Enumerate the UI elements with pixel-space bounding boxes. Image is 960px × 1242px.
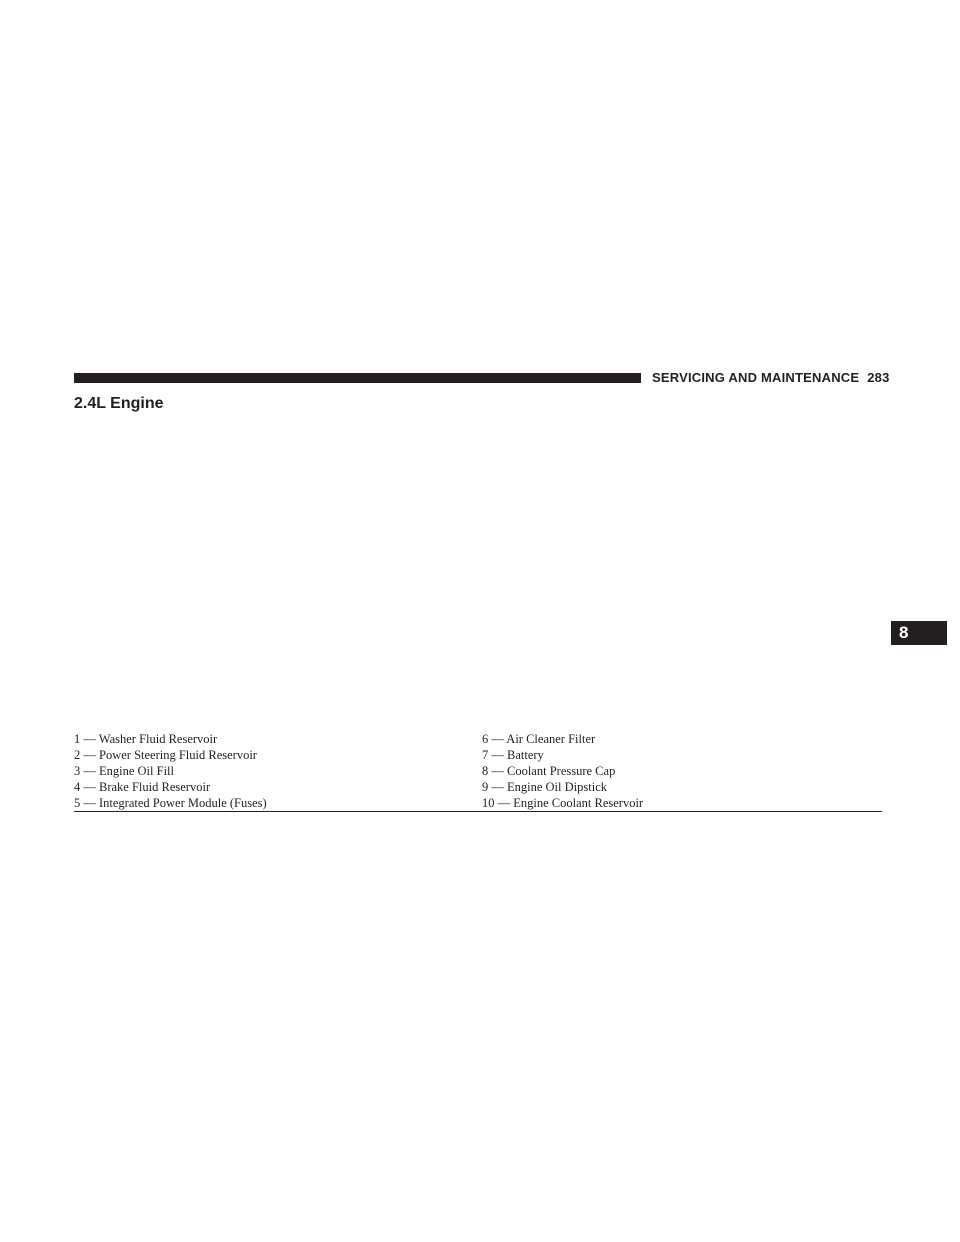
legend-item: 1 — Washer Fluid Reservoir xyxy=(74,732,218,746)
legend-item: 7 — Battery xyxy=(482,748,544,762)
legend-item: 4 — Brake Fluid Reservoir xyxy=(74,780,211,794)
legend-item: 6 — Air Cleaner Filter xyxy=(482,732,596,746)
section-title: 2.4L Engine xyxy=(74,395,164,412)
legend-item: 5 — Integrated Power Module (Fuses) xyxy=(74,796,267,810)
legend-item: 2 — Power Steering Fluid Reservoir xyxy=(74,748,257,762)
legend-item: 10 — Engine Coolant Reservoir xyxy=(482,796,644,810)
chapter-number: 8 xyxy=(899,623,909,642)
header-rule-bar xyxy=(74,373,641,383)
legend-bottom-rule xyxy=(74,811,882,812)
legend-item: 9 — Engine Oil Dipstick xyxy=(482,780,607,794)
running-header xyxy=(652,369,890,387)
page-number: 283 xyxy=(867,370,890,385)
legend-item: 3 — Engine Oil Fill xyxy=(74,764,174,778)
legend-item: 8 — Coolant Pressure Cap xyxy=(482,764,616,778)
legend-column-right xyxy=(482,731,643,811)
chapter-tab xyxy=(891,621,947,645)
legend-column-left xyxy=(74,731,267,811)
section-name: SERVICING AND MAINTENANCE xyxy=(652,370,860,385)
